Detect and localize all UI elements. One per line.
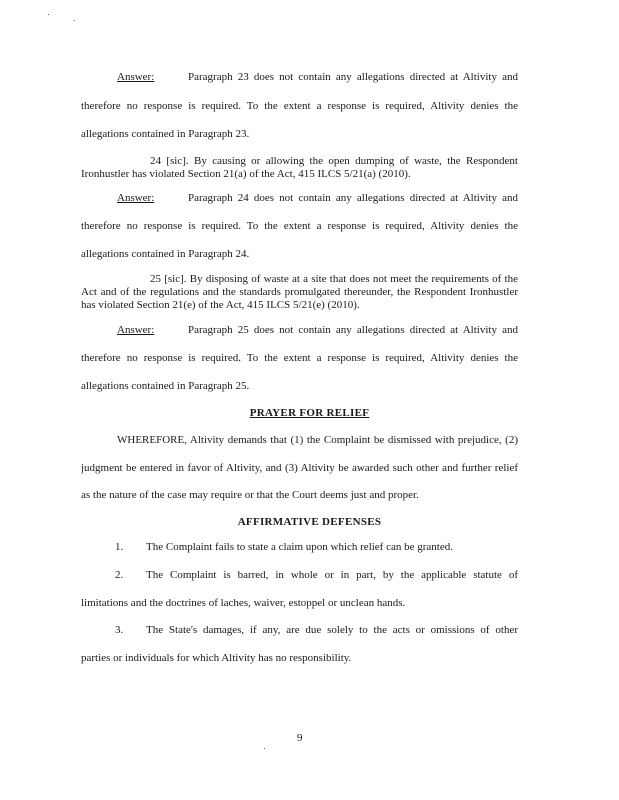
answer-label: Answer: (117, 71, 155, 83)
prayer-heading: PRAYER FOR RELIEF (249, 407, 370, 419)
answer-23-line-2: therefore no response is required. To the extent a response is required, Altivity denies the (81, 100, 518, 112)
prayer-line-3: as the nature of the case may require or that the Court deems just and proper. (81, 489, 419, 501)
answer-23-line-1: Paragraph 23 does not contain any allegations directed at Altivity and (188, 71, 518, 83)
scan-speck (48, 14, 49, 15)
defense-2-line-1: The Complaint is barred, in whole or in part, by the applicable statute of (146, 569, 518, 581)
answer-24-line-3: allegations contained in Paragraph 24. (81, 248, 250, 260)
answer-25-line-1: Paragraph 25 does not contain any allegations directed at Altivity and (188, 324, 518, 336)
page-number: 9 (297, 732, 303, 744)
answer-25-line-2: therefore no response is required. To the extent a response is required, Altivity denies the (81, 352, 518, 364)
prayer-line-1: WHEREFORE, Altivity demands that (1) the Complaint be dismissed with prejudice, (2) (117, 434, 518, 446)
paragraph-25-line-2: Act and of the regulations and the standards promulgated thereunder, the Respondent Ironhustler (81, 286, 518, 298)
defenses-heading: AFFIRMATIVE DEFENSES (237, 516, 382, 528)
defense-1-number: 1. (115, 541, 124, 553)
defense-2-number: 2. (115, 569, 124, 581)
defense-3-line-1: The State's damages, if any, are due solely to the acts or omissions of other (146, 624, 518, 636)
prayer-line-2: judgment be entered in favor of Altivity, and (3) Altivity be awarded such other and further relief (81, 462, 518, 474)
defense-2-line-2: limitations and the doctrines of laches, waiver, estoppel or unclean hands. (81, 597, 406, 609)
answer-24-line-2: therefore no response is required. To the extent a response is required, Altivity denies the (81, 220, 518, 232)
paragraph-25-line-1: 25 [sic]. By disposing of waste at a site that does not meet the requirements of the (150, 273, 518, 285)
scan-speck (264, 748, 265, 749)
paragraph-24-line-1: 24 [sic]. By causing or allowing the open dumping of waste, the Respondent (150, 155, 518, 167)
answer-label: Answer: (117, 192, 155, 204)
defense-3-line-2: parties or individuals for which Altivity has no responsibility. (81, 652, 352, 664)
defense-3-number: 3. (115, 624, 124, 636)
paragraph-25-line-3: has violated Section 21(e) of the Act, 415 ILCS 5/21(e) (2010). (81, 299, 360, 311)
defense-1-line-1: The Complaint fails to state a claim upon which relief can be granted. (146, 541, 453, 553)
answer-24-line-1: Paragraph 24 does not contain any allegations directed at Altivity and (188, 192, 518, 204)
answer-25-line-3: allegations contained in Paragraph 25. (81, 380, 250, 392)
paragraph-24-line-2: Ironhustler has violated Section 21(a) of the Act, 415 ILCS 5/21(a) (2010). (81, 168, 411, 180)
answer-label: Answer: (117, 324, 155, 336)
scan-speck (74, 20, 75, 21)
answer-23-line-3: allegations contained in Paragraph 23. (81, 128, 250, 140)
